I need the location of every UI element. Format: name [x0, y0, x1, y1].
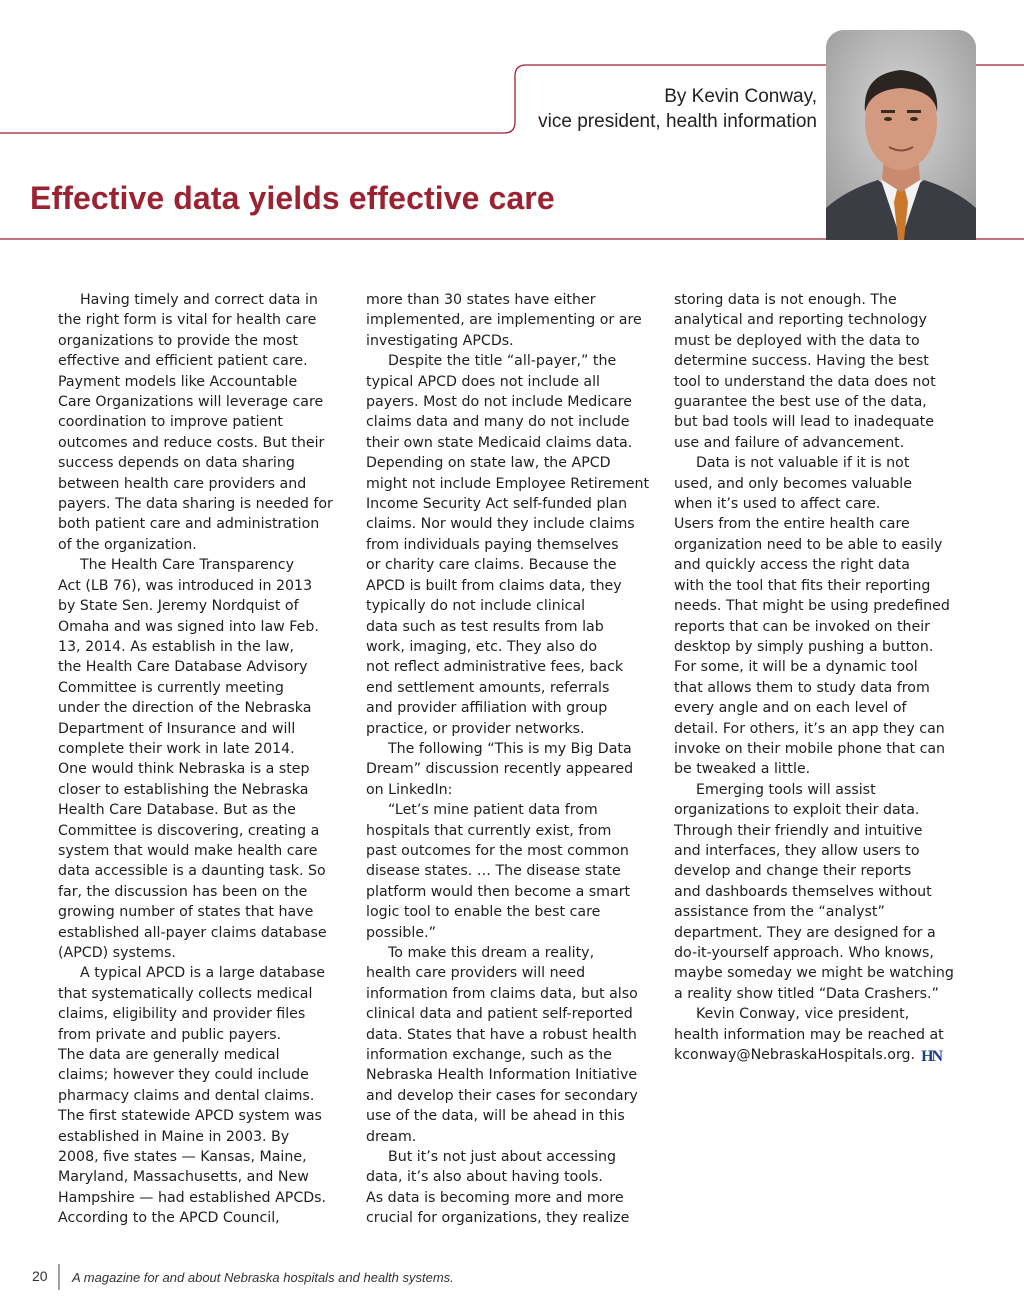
footer-divider — [58, 1264, 60, 1290]
article-line: Committee is discovering, creating a — [58, 822, 320, 839]
article-line: The following “This is my Big Data — [388, 740, 632, 757]
article-line: crucial for organizations, they realize — [366, 1210, 630, 1227]
article-line: kconway@NebraskaHospitals.org. HN — [674, 1045, 974, 1067]
article-line: clinical data and patient self-reported — [366, 1006, 633, 1023]
article-line: use of the data, will be ahead in this — [366, 1108, 625, 1125]
article-line: guarantee the best use of the data, — [674, 394, 927, 411]
article-line: Having timely and correct data in — [80, 292, 318, 308]
article-line: pharmacy claims and dental claims. — [58, 1087, 315, 1104]
article-line: Act (LB 76), was introduced in 2013 — [58, 577, 313, 594]
article-line: department. They are designed for a — [674, 924, 936, 941]
article-line: and quickly access the right data — [674, 557, 910, 574]
article-line: hospitals that currently exist, from — [366, 822, 612, 839]
article-line: Income Security Act self-funded plan — [366, 496, 628, 513]
article-line: data such as test results from lab — [366, 618, 604, 635]
article-column-3 — [674, 290, 974, 1067]
article-line: and develop their cases for secondary — [366, 1087, 638, 1104]
article-line: Hampshire — had established APCDs. — [58, 1189, 327, 1206]
article-line: Depending on state law, the APCD — [366, 455, 611, 472]
article-line: used, and only becomes valuable — [674, 475, 912, 492]
article-line: Emerging tools will assist — [696, 781, 876, 798]
article-line: success depends on data sharing — [58, 455, 295, 472]
article-line: (APCD) systems. — [58, 945, 176, 961]
article-line: by State Sen. Jeremy Nordquist of — [58, 598, 299, 615]
article-line: data. States that have a robust health — [366, 1026, 637, 1043]
article-line: the Health Care Database Advisory — [58, 659, 308, 676]
article-line: between health care providers and — [58, 475, 307, 492]
article-line: that systematically collects medical — [58, 985, 313, 1002]
article-line: from private and public payers. — [58, 1026, 282, 1043]
article-line: more than 30 states have either — [366, 292, 596, 308]
article-line: Through their friendly and intuitive — [674, 822, 923, 839]
article-line: storing data is not enough. The — [674, 292, 897, 308]
article-line: must be deployed with the data to — [674, 332, 920, 349]
article-line: The Health Care Transparency — [80, 557, 294, 574]
article-line: health information may be reached at — [674, 1026, 944, 1043]
article-line: do-it-yourself approach. Who knows, — [674, 945, 934, 961]
article-column-2 — [366, 290, 666, 1229]
article-line: be tweaked a little. — [674, 761, 811, 778]
article-line: organizations to exploit their data. — [674, 802, 920, 819]
article-line: Kevin Conway, vice president, — [696, 1006, 910, 1023]
article-line: and provider affiliation with group — [366, 700, 608, 717]
article-line: investigating APCDs. — [366, 332, 514, 349]
article-line: closer to establishing the Nebraska — [58, 781, 309, 798]
article-line: “Let’s mine patient data from — [388, 802, 598, 819]
article-line: past outcomes for the most common — [366, 842, 629, 859]
article-line: desktop by simply pushing a button. — [674, 638, 934, 655]
article-line: practice, or provider networks. — [366, 720, 585, 737]
article-line: APCD is built from claims data, they — [366, 577, 622, 594]
article-line: According to the APCD Council, — [58, 1210, 280, 1227]
article-line: Care Organizations will leverage care — [58, 394, 324, 411]
article-line: coordination to improve patient — [58, 414, 283, 431]
article-line: organizations to provide the most — [58, 332, 298, 349]
article-line: effective and efficient patient care. — [58, 353, 308, 370]
article-line: tool to understand the data does not — [674, 373, 936, 390]
article-line: Data is not valuable if it is not — [696, 455, 910, 472]
page-number: 20 — [32, 1268, 48, 1284]
article-line: logic tool to enable the best care — [366, 904, 601, 921]
article-line: data accessible is a daunting task. So — [58, 863, 326, 880]
article-line: Despite the title “all-payer,” the — [388, 353, 617, 370]
author-portrait-icon — [826, 30, 976, 240]
article-line: needs. That might be using predefined — [674, 598, 950, 615]
article-line: the right form is vital for health care — [58, 312, 317, 329]
article-line: that allows them to study data from — [674, 679, 930, 696]
article-line: system that would make health care — [58, 842, 318, 859]
article-line: reports that can be invoked on their — [674, 618, 930, 635]
article-line: Maryland, Massachusetts, and New — [58, 1169, 309, 1186]
article-line: Committee is currently meeting — [58, 679, 284, 696]
article-line: established all-payer claims database — [58, 924, 327, 941]
article-line: complete their work in late 2014. — [58, 740, 295, 757]
article-line: or charity care claims. Because the — [366, 557, 617, 574]
article-line: organization need to be able to easily — [674, 536, 943, 553]
article-line: maybe someday we might be watching — [674, 965, 954, 982]
article-line: dream. — [366, 1128, 417, 1145]
article-line: with the tool that fits their reporting — [674, 577, 931, 594]
article-line: claims; however they could include — [58, 1067, 309, 1084]
article-line: both patient care and administration — [58, 516, 320, 533]
hn-logo-icon: HN — [921, 1048, 942, 1066]
article-line: The first statewide APCD system was — [58, 1108, 322, 1125]
byline — [538, 84, 817, 134]
article-column-1 — [58, 290, 358, 1229]
article-line: data, it’s also about having tools. — [366, 1169, 603, 1186]
article-line: The data are generally medical — [58, 1047, 280, 1064]
article-line: payers. The data sharing is needed for — [58, 496, 333, 513]
article-line: end settlement amounts, referrals — [366, 679, 610, 696]
byline-author: By Kevin Conway, — [664, 86, 817, 107]
article-line: disease states. … The disease state — [366, 863, 621, 880]
article-line: typically do not include clinical — [366, 598, 586, 615]
article-line: use and failure of advancement. — [674, 434, 905, 451]
article-line: develop and change their reports — [674, 863, 912, 880]
article-line: possible.” — [366, 924, 436, 941]
article-line: established in Maine in 2003. By — [58, 1128, 290, 1145]
headline: Effective data yields effective care — [30, 180, 555, 216]
article-line: 2008, five states — Kansas, Maine, — [58, 1149, 307, 1166]
article-line: Payment models like Accountable — [58, 373, 298, 390]
article-line: might not include Employee Retirement — [366, 475, 650, 492]
article-line: But it’s not just about accessing — [388, 1149, 617, 1166]
article-line: outcomes and reduce costs. But their — [58, 434, 325, 451]
article-line: on LinkedIn: — [366, 781, 453, 798]
article-line: implemented, are implementing or are — [366, 312, 642, 329]
article-line: 13, 2014. As establish in the law, — [58, 638, 294, 655]
article-line: Health Care Database. But as the — [58, 802, 296, 819]
article-line: determine success. Having the best — [674, 353, 929, 370]
article-line: from individuals paying themselves — [366, 536, 619, 553]
article-line: Nebraska Health Information Initiative — [366, 1067, 638, 1084]
article-line: far, the discussion has been on the — [58, 883, 308, 900]
article-line: their own state Medicaid claims data. — [366, 434, 633, 451]
article-line: and interfaces, they allow users to — [674, 842, 920, 859]
article-line: information from claims data, but also — [366, 985, 638, 1002]
byline-title: vice president, health information — [538, 111, 817, 132]
article-line: For some, it will be a dynamic tool — [674, 659, 918, 676]
article-line: not reflect administrative fees, back — [366, 659, 624, 676]
article-line: of the organization. — [58, 536, 197, 553]
footer-tagline: A magazine for and about Nebraska hospitals and health systems. — [72, 1270, 454, 1285]
article-line: detail. For others, it’s an app they can — [674, 720, 945, 737]
article-line: health care providers will need — [366, 965, 586, 982]
article-line: One would think Nebraska is a step — [58, 761, 310, 778]
article-line: A typical APCD is a large database — [80, 965, 325, 982]
article-line: Dream” discussion recently appeared — [366, 761, 634, 778]
article-line: typical APCD does not include all — [366, 373, 601, 390]
article-line: under the direction of the Nebraska — [58, 700, 312, 717]
article-line: Department of Insurance and will — [58, 720, 296, 737]
article-line: work, imaging, etc. They also do — [366, 638, 598, 655]
article-line: growing number of states that have — [58, 904, 314, 921]
article-line: To make this dream a reality, — [388, 945, 595, 961]
article-line: platform would then become a smart — [366, 883, 631, 900]
article-line: claims. Nor would they include claims — [366, 516, 635, 533]
article-line: but bad tools will lead to inadequate — [674, 414, 934, 431]
article-line: assistance from the “analyst” — [674, 904, 885, 921]
article-line: every angle and on each level of — [674, 700, 907, 717]
article-line: analytical and reporting technology — [674, 312, 927, 329]
article-line: claims, eligibility and provider files — [58, 1006, 306, 1023]
article-line: Omaha and was signed into law Feb. — [58, 618, 319, 635]
article-line: As data is becoming more and more — [366, 1189, 624, 1206]
article-line: claims data and many do not include — [366, 414, 630, 431]
article-line: payers. Most do not include Medicare — [366, 394, 632, 411]
article-line: a reality show titled “Data Crashers.” — [674, 985, 939, 1002]
article-line: Users from the entire health care — [674, 516, 910, 533]
article-line: information exchange, such as the — [366, 1047, 612, 1064]
article-line: and dashboards themselves without — [674, 883, 932, 900]
article-line: when it’s used to affect care. — [674, 496, 881, 513]
article-line: invoke on their mobile phone that can — [674, 740, 946, 757]
